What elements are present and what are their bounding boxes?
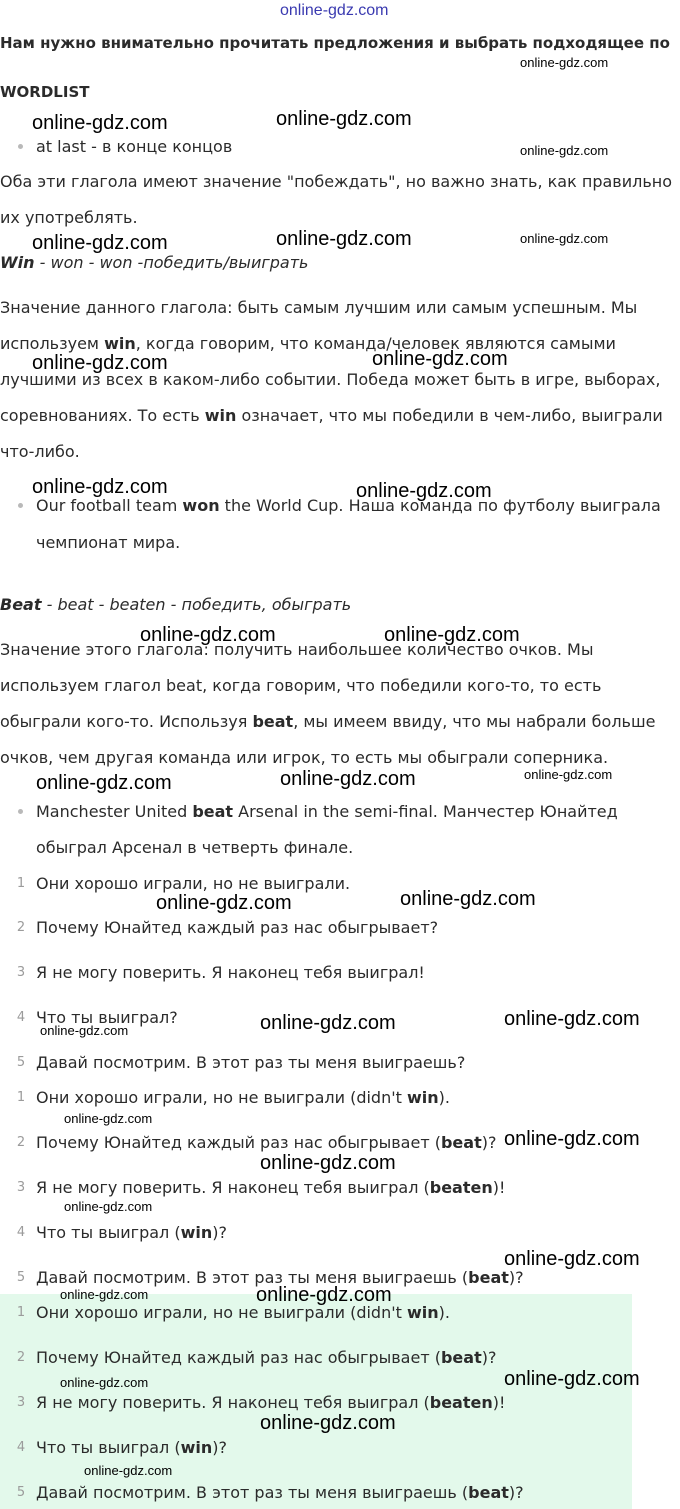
win-line5: что-либо. — [0, 442, 80, 461]
watermark: online-gdz.com — [32, 112, 168, 134]
list-number: 3 — [16, 1180, 26, 1195]
list-number: 5 — [16, 1270, 26, 1285]
list-number: 4 — [16, 1225, 26, 1240]
watermark: online-gdz.com — [280, 768, 416, 790]
list-number: 3 — [16, 965, 26, 980]
beat-line2: используем глагол beat, когда говорим, что победили кого-то, то есть — [0, 676, 602, 695]
beat-line1: Значение этого глагола: получить наибольшее количество очков. Мы — [0, 640, 594, 659]
wordlist-heading: WORDLIST — [0, 83, 90, 101]
watermark: online-gdz.com — [32, 476, 168, 498]
win-example-line2: чемпионат мира. — [36, 533, 181, 552]
watermark: online-gdz.com — [520, 143, 609, 158]
watermark: online-gdz.com — [40, 1023, 129, 1038]
win-line1: Значение данного глагола: быть самым лучшим или самым успешным. Мы — [0, 298, 638, 317]
watermark: online-gdz.com — [36, 772, 172, 794]
para1-line1: Оба эти глагола имеют значение "побеждать", но важно знать, как правильно — [0, 172, 673, 191]
beat-line4: очков, чем другая команда или игрок, то есть мы обыграли соперника. — [0, 748, 609, 767]
watermark: online-gdz.com — [504, 1248, 640, 1270]
beat-example: Manchester United beat Arsenal in the semi-final. Манчестер Юнайтед — [36, 802, 618, 821]
watermark: online-gdz.com — [64, 1199, 153, 1214]
highlighted-answer-item: Они хорошо играли, но не выиграли (didn't win). — [36, 1303, 450, 1322]
watermark: online-gdz.com — [156, 892, 292, 914]
beat-heading: Beat - beat - beaten - победить, обыграть — [0, 595, 352, 614]
watermark: online-gdz.com — [64, 1111, 153, 1126]
watermark: online-gdz.com — [60, 1375, 149, 1390]
highlighted-answer-item: Давай посмотрим. В этот раз ты меня выиграешь (beat)? — [36, 1483, 524, 1502]
watermark: online-gdz.com — [60, 1287, 149, 1302]
watermark: online-gdz.com — [520, 231, 609, 246]
highlighted-answer-item: Почему Юнайтед каждый раз нас обыгрывает (beat)? — [36, 1348, 497, 1367]
watermark: online-gdz.com — [504, 1128, 640, 1150]
watermark: online-gdz.com — [32, 232, 168, 254]
list-number: 2 — [16, 1135, 26, 1150]
watermark: online-gdz.com — [276, 108, 412, 130]
list-number: 4 — [16, 1010, 26, 1025]
watermark: online-gdz.com — [504, 1368, 640, 1390]
answer-item: Я не могу поверить. Я наконец тебя выиграл (beaten)! — [36, 1178, 506, 1197]
watermark: online-gdz.com — [32, 352, 168, 374]
list-item: Давай посмотрим. В этот раз ты меня выиграешь? — [36, 1053, 466, 1072]
win-line4: соревнованиях. То есть win означает, что мы победили в чем-либо, выиграли — [0, 406, 663, 425]
watermark: online-gdz.com — [356, 480, 492, 502]
watermark: online-gdz.com — [256, 1284, 392, 1306]
win-example: Our football team won the World Cup. Наша команда по футболу выиграла — [36, 496, 661, 515]
answer-item: Что ты выиграл (win)? — [36, 1223, 227, 1242]
win-line3: лучшими из всех в каком-либо событии. Победа может быть в игре, выборах, — [0, 370, 661, 389]
watermark: online-gdz.com — [84, 1463, 173, 1478]
list-number: 4 — [16, 1440, 26, 1455]
list-number: 3 — [16, 1395, 26, 1410]
wordlist-item: at last - в конце концов — [36, 137, 233, 156]
list-number: 2 — [16, 1350, 26, 1365]
list-number: 1 — [16, 1090, 26, 1105]
beat-line3: обыграли кого-то. Используя beat, мы имеем ввиду, что мы набрали больше — [0, 712, 656, 731]
list-item: Я не могу поверить. Я наконец тебя выиграл! — [36, 963, 425, 982]
highlighted-answer-item: Что ты выиграл (win)? — [36, 1438, 227, 1457]
watermark: online-gdz.com — [260, 1412, 396, 1434]
watermark-top: online-gdz.com — [280, 2, 389, 19]
bullet-icon — [18, 144, 23, 149]
list-number: 5 — [16, 1055, 26, 1070]
watermark: online-gdz.com — [504, 1008, 640, 1030]
bullet-icon — [18, 809, 23, 814]
watermark: online-gdz.com — [400, 888, 536, 910]
watermark: online-gdz.com — [140, 624, 276, 646]
list-item: Они хорошо играли, но не выиграли. — [36, 874, 351, 893]
watermark: online-gdz.com — [372, 348, 508, 370]
list-item: Что ты выиграл? — [36, 1008, 178, 1027]
list-number: 1 — [16, 876, 26, 891]
list-number: 2 — [16, 920, 26, 935]
bullet-icon — [18, 503, 23, 508]
list-number: 1 — [16, 1305, 26, 1320]
watermark: online-gdz.com — [384, 624, 520, 646]
answer-item: Давай посмотрим. В этот раз ты меня выиграешь (beat)? — [36, 1268, 524, 1287]
list-item: Почему Юнайтед каждый раз нас обыгрывает? — [36, 918, 439, 937]
answer-item: Почему Юнайтед каждый раз нас обыгрывает (beat)? — [36, 1133, 497, 1152]
para1-line2: их употреблять. — [0, 208, 138, 227]
win-heading: Win - won - won -победить/выиграть — [0, 253, 309, 272]
watermark: online-gdz.com — [520, 55, 609, 70]
answer-item: Они хорошо играли, но не выиграли (didn't win). — [36, 1088, 450, 1107]
highlighted-answer-item: Я не могу поверить. Я наконец тебя выиграл (beaten)! — [36, 1393, 506, 1412]
win-line2: используем win, когда говорим, что команда/человек являются самыми — [0, 334, 616, 353]
watermark: online-gdz.com — [524, 767, 613, 782]
beat-example-line2: обыграл Арсенал в четверть финале. — [36, 838, 354, 857]
list-number: 5 — [16, 1485, 26, 1500]
watermark: online-gdz.com — [260, 1012, 396, 1034]
intro-text: Нам нужно внимательно прочитать предложения и выбрать подходящее по — [0, 34, 670, 52]
watermark: online-gdz.com — [276, 228, 412, 250]
watermark: online-gdz.com — [260, 1152, 396, 1174]
